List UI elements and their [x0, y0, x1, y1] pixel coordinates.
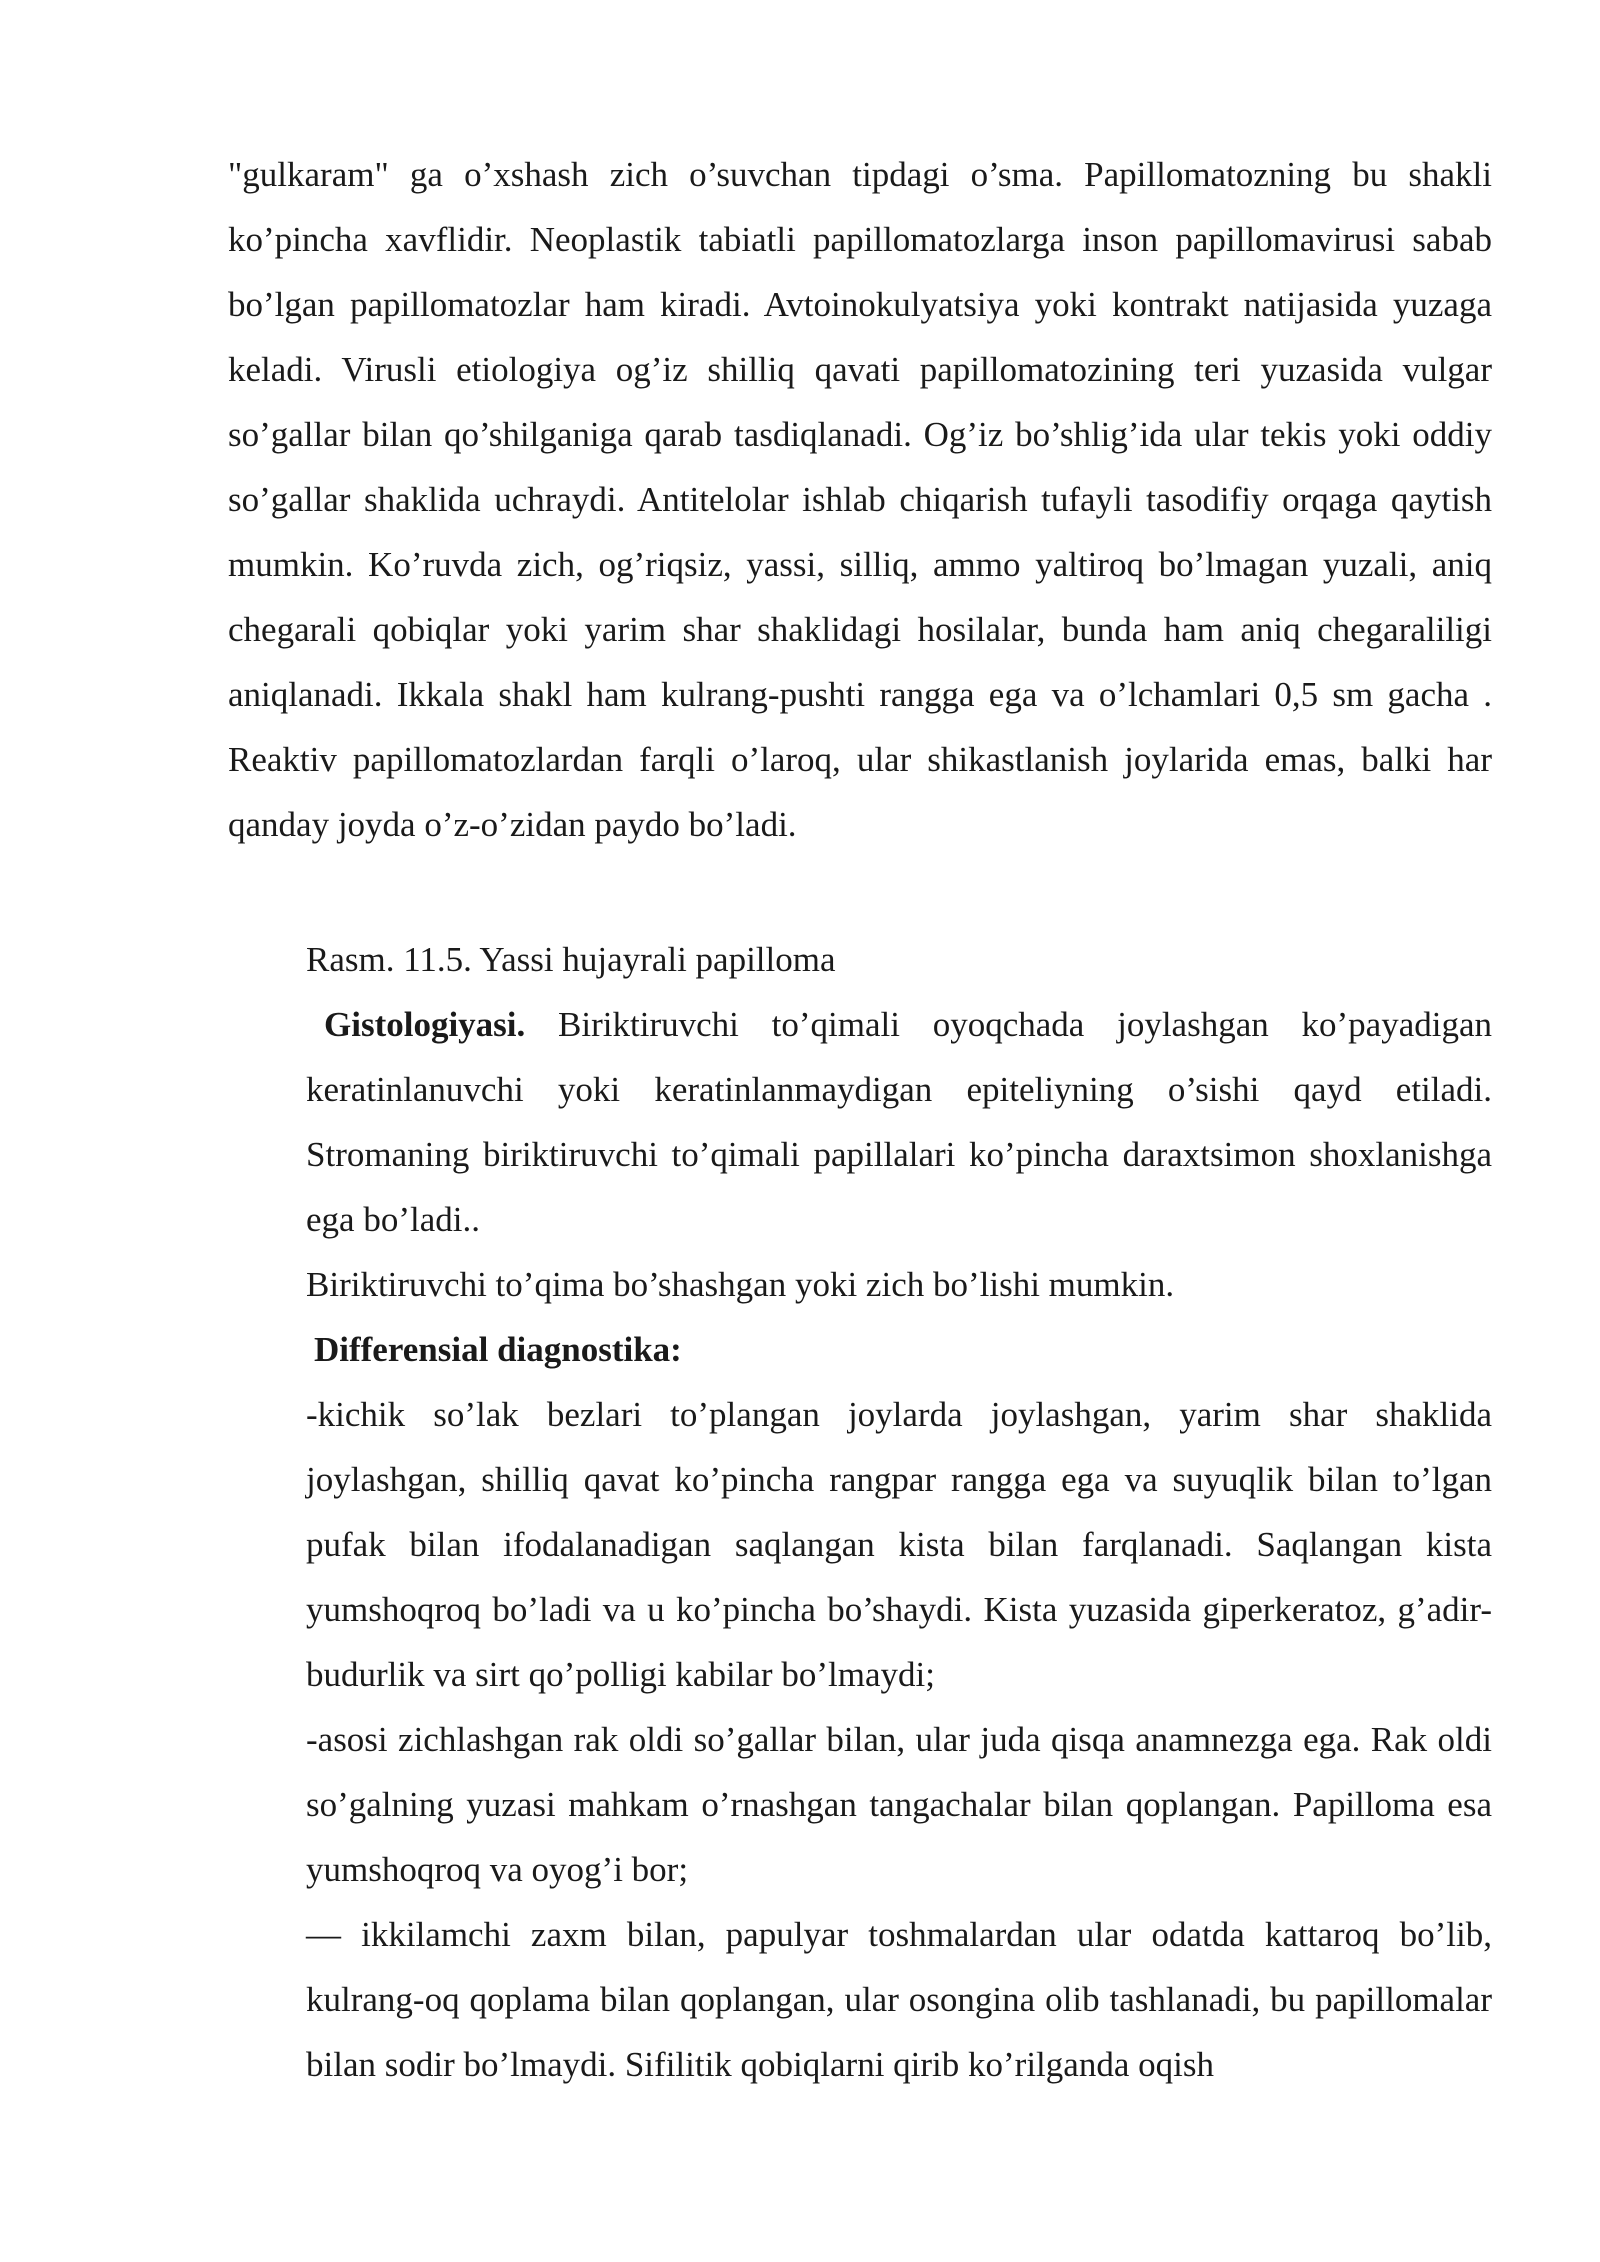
- intro-paragraph: "gulkaram" ga o’xshash zich o’suvchan tipdagi o’sma. Papillomatozning bu shakli ko’pincha xavflidir. Neoplastik tabiatli papillomatozlarga inson papillomavirusi sabab bo’lgan papillomatozlar ham kiradi. Avtoinokulyatsiya yoki kontrakt natijasida yuzaga keladi. Virusli etiologiya og’iz shilliq qavati papillomatozining teri yuzasida vulgar so’gallar bilan qo’shilganiga qarab tasdiqlanadi. Og’iz bo’shlig’ida ular tekis yoki oddiy so’gallar shaklida uchraydi. Antitelolar ishlab chiqarish tufayli tasodifiy orqaga qaytish mumkin. Ko’ruvda zich, og’riqsiz, yassi, silliq, ammo yaltiroq bo’lmagan yuzali, aniq chegarali qobiqlar yoki yarim shar shaklidagi hosilalar, bunda ham aniq chegaraliligi aniqlanadi. Ikkala shakl ham kulrang-pushti rangga ega va o’lchamlari 0,5 sm gacha . Reaktiv papillomatozlardan farqli o’laroq, ular shikastlanish joylarida emas, balki har qanday joyda o’z-o’zidan paydo bo’ladi.: [228, 155, 1492, 844]
- differential-item-1: [306, 1382, 1492, 1707]
- histology-heading: Gistologiyasi.: [324, 1005, 526, 1044]
- figure-caption: Rasm. 11.5. Yassi hujayrali papilloma: [306, 940, 836, 979]
- connective-tissue-line: Biriktiruvchi to’qima bo’shashgan yoki zich bo’lishi mumkin.: [306, 1265, 1175, 1304]
- differential-item-3: [306, 1902, 1492, 2097]
- differential-item-text: ikkilamchi zaxm bilan, papulyar toshmalardan ular odatda kattaroq bo’lib, kulrang-oq qoplama bilan qoplangan, ular osongina olib tashlanadi, bu papillomalar bilan sodir bo’lmaydi. Sifilitik qobiqlarni qirib ko’rilganda oqish: [306, 1915, 1492, 2084]
- list-marker: —: [306, 1915, 341, 1954]
- histology-text: Biriktiruvchi to’qimali oyoqchada joylashgan ko’payadigan keratinlanuvchi yoki keratinlanmaydigan epiteliyning o’sishi qayd etiladi. Stromaning biriktiruvchi to’qimali papillalari ko’pincha daraxtsimon shoxlanishga ega bo’ladi..: [306, 1005, 1492, 1239]
- differential-title: Differensial diagnostika:: [314, 1330, 682, 1369]
- differential-item-text: asosi zichlashgan rak oldi so’gallar bilan, ular juda qisqa anamnezga ega. Rak oldi so’galning yuzasi mahkam o’rnashgan tangachalar bilan qoplangan. Papilloma esa yumshoqroq va oyog’i bor;: [306, 1720, 1492, 1889]
- histology-paragraph: [306, 992, 1492, 1252]
- list-marker: -: [306, 1720, 318, 1759]
- list-marker: -: [306, 1395, 318, 1434]
- differential-item-text: kichik so’lak bezlari to’plangan joylarda joylashgan, yarim shar shaklida joylashgan, shilliq qavat ko’pincha rangpar rangga ega va suyuqlik bilan to’lgan pufak bilan ifodalanadigan saqlangan kista bilan farqlanadi. Saqlangan kista yumshoqroq bo’ladi va u ko’pincha bo’shaydi. Kista yuzasida giperkeratoz, g’adir-budurlik va sirt qo’polligi kabilar bo’lmaydi;: [306, 1395, 1492, 1694]
- differential-item-2: [306, 1707, 1492, 1902]
